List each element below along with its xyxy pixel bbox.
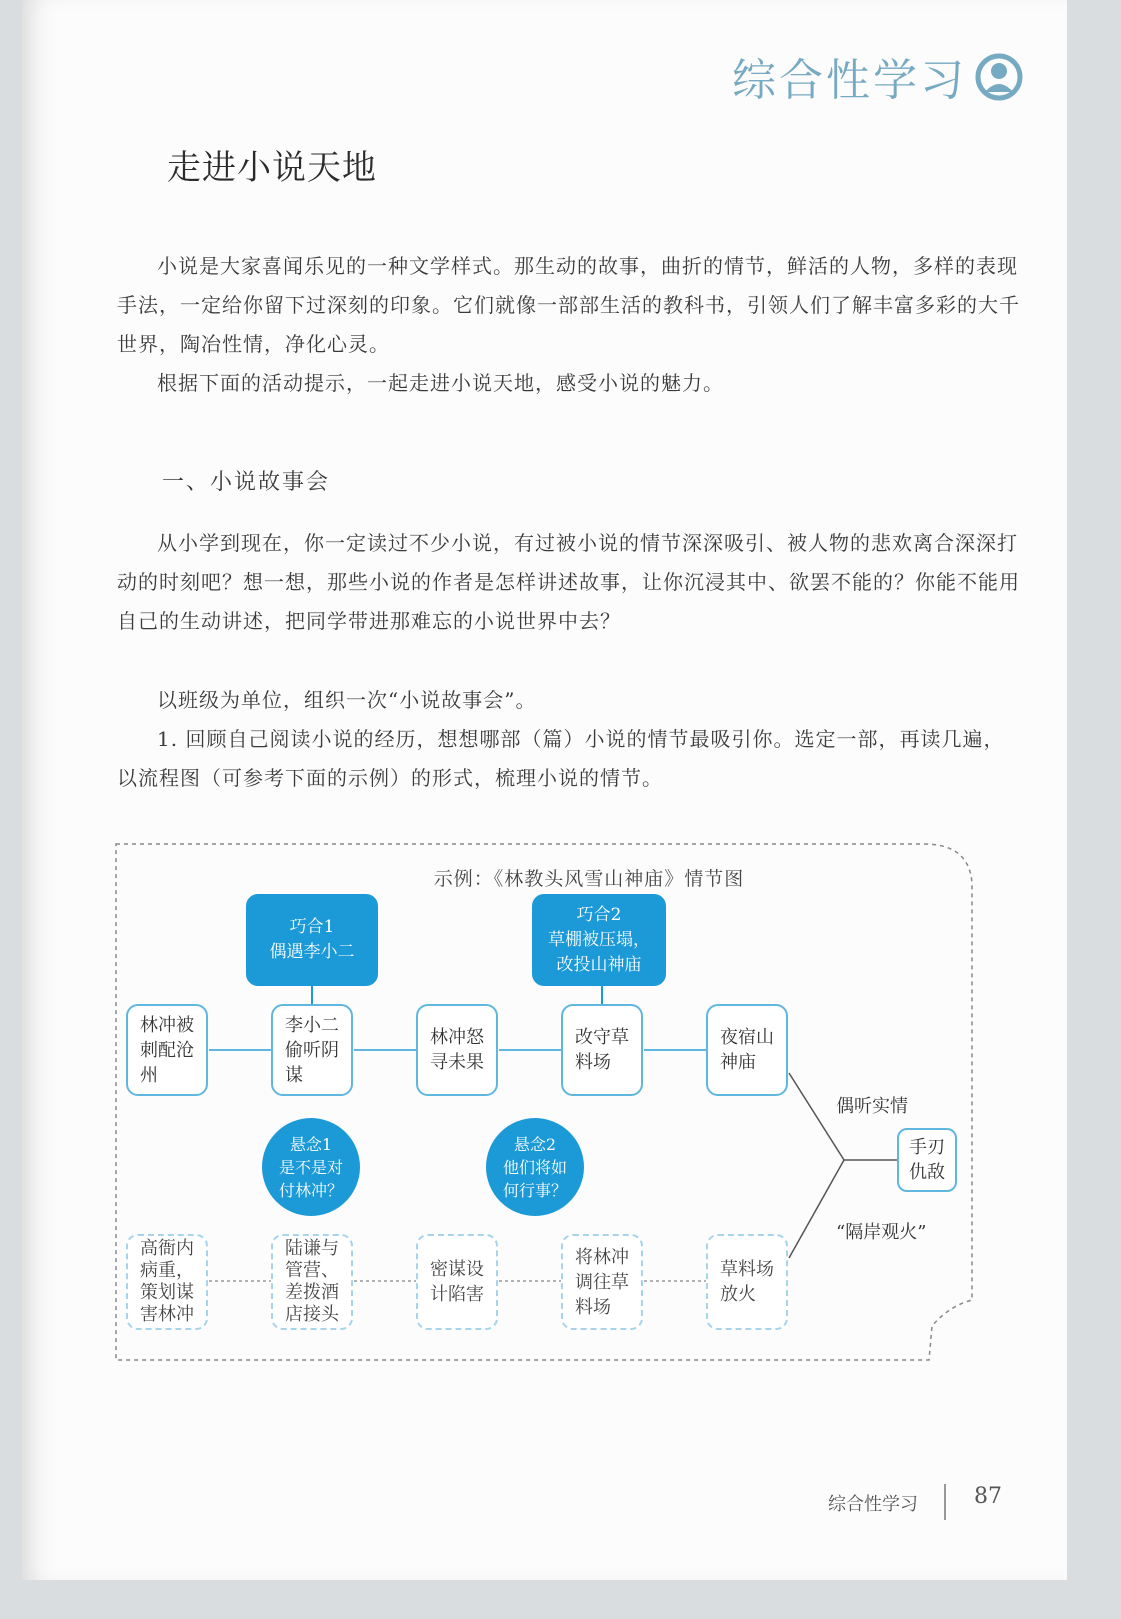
plot-node (706, 1004, 788, 1096)
node-line: 寻未果 (430, 1052, 484, 1073)
circle-line: 悬念2 (513, 1134, 557, 1154)
node-line: 策划谋 (140, 1282, 194, 1303)
node-line: 店接头 (285, 1304, 339, 1325)
node-line: 料场 (575, 1296, 611, 1318)
coincidence-tag (246, 894, 378, 986)
plot-node (561, 1004, 643, 1096)
plot-node (416, 1234, 498, 1330)
ending-node (897, 1128, 957, 1192)
body-paragraph: 从小学到现在，你一定读过不少小说，有过被小说的情节深深吸引、被人物的悲欢离合深深打动的时刻吧？想一想，那些小说的作者是怎样讲述故事，让你沉浸其中、欲罢不能的？你能不能用自己的生动讲述，把同学带进那难忘的小说世界中去？ (117, 531, 1020, 633)
textbook-page (22, 0, 1067, 1580)
section-header: 综合性学习 (732, 55, 967, 106)
node-line: 林冲怒 (430, 1027, 484, 1048)
watch-fire-label: “隔岸观火” (836, 1222, 927, 1243)
plot-node (271, 1234, 353, 1330)
node-line: 州 (140, 1064, 158, 1086)
page-number: 87 (974, 1484, 1002, 1509)
suspense-circle (486, 1118, 584, 1216)
node-line: 病重， (140, 1260, 194, 1281)
node-line: 害林冲 (140, 1304, 194, 1325)
node-line: 神庙 (720, 1052, 756, 1073)
section-heading: 一、小说故事会 (162, 470, 331, 495)
node-line: 谋 (285, 1064, 303, 1086)
node-line: 手刃 (909, 1137, 945, 1158)
plot-node (126, 1004, 208, 1096)
tag-line: 巧合2 (576, 904, 622, 925)
body-paragraph: 以班级为单位，组织一次“小说故事会”。 (157, 688, 537, 712)
coincidence-tag (532, 894, 666, 986)
plot-node (416, 1004, 498, 1096)
circle-line: 何行事？ (502, 1180, 567, 1200)
node-line: 密谋设 (430, 1259, 484, 1280)
plot-node (561, 1234, 643, 1330)
tag-line: 改投山神庙 (556, 954, 642, 975)
node-line: 刺配沧 (140, 1039, 194, 1061)
plot-diagram (114, 838, 1014, 1413)
footer-section: 综合性学习 (828, 1494, 918, 1515)
node-line: 计陷害 (430, 1284, 484, 1305)
node-line: 高衙内 (140, 1238, 194, 1259)
node-line: 差拨酒 (285, 1282, 339, 1303)
node-line: 仇敌 (909, 1162, 945, 1183)
tag-line: 偶遇李小二 (269, 942, 355, 962)
node-line: 管营、 (285, 1260, 339, 1281)
node-line: 改守草 (575, 1027, 629, 1048)
node-line: 陆谦与 (285, 1238, 339, 1259)
diagram-caption: 示例：《林教头风雪山神庙》情节图 (433, 868, 745, 890)
tag-line: 巧合1 (289, 917, 335, 937)
tag-line: 草棚被压塌， (548, 929, 650, 950)
node-line: 李小二 (285, 1014, 339, 1036)
plot-node (706, 1234, 788, 1330)
circle-line: 付林冲？ (278, 1180, 343, 1200)
plot-node (126, 1234, 208, 1330)
plot-node (271, 1004, 353, 1096)
footer-divider (944, 1484, 946, 1520)
suspense-circle (262, 1118, 360, 1216)
node-line: 夜宿山 (720, 1027, 774, 1048)
node-line: 调往草 (575, 1271, 629, 1293)
circle-line: 悬念1 (289, 1134, 333, 1154)
node-line: 将林冲 (575, 1246, 629, 1268)
overhear-label: 偶听实情 (836, 1096, 908, 1117)
person-icon (974, 52, 1024, 102)
node-line: 料场 (575, 1052, 611, 1073)
intro-paragraph: 根据下面的活动提示，一起走进小说天地，感受小说的魅力。 (157, 371, 724, 395)
node-line: 林冲被 (140, 1014, 194, 1036)
body-paragraph: 1. 回顾自己阅读小说的经历，想想哪部（篇）小说的情节最吸引你。选定一部，再读几遍，以流程图（可参考下面的示例）的形式，梳理小说的情节。 (117, 727, 1005, 790)
intro-paragraph: 小说是大家喜闻乐见的一种文学样式。那生动的故事，曲折的情节，鲜活的人物，多样的表现手法，一定给你留下过深刻的印象。它们就像一部部生活的教科书，引领人们了解丰富多彩的大千世界，陶冶性情，净化心灵。 (117, 254, 1020, 356)
page-title: 走进小说天地 (167, 148, 377, 188)
circle-line: 是不是对 (278, 1157, 343, 1177)
node-line: 放火 (720, 1284, 756, 1305)
circle-line: 他们将如 (502, 1157, 567, 1177)
node-line: 草料场 (720, 1259, 774, 1280)
node-line: 偷听阴 (285, 1039, 339, 1061)
